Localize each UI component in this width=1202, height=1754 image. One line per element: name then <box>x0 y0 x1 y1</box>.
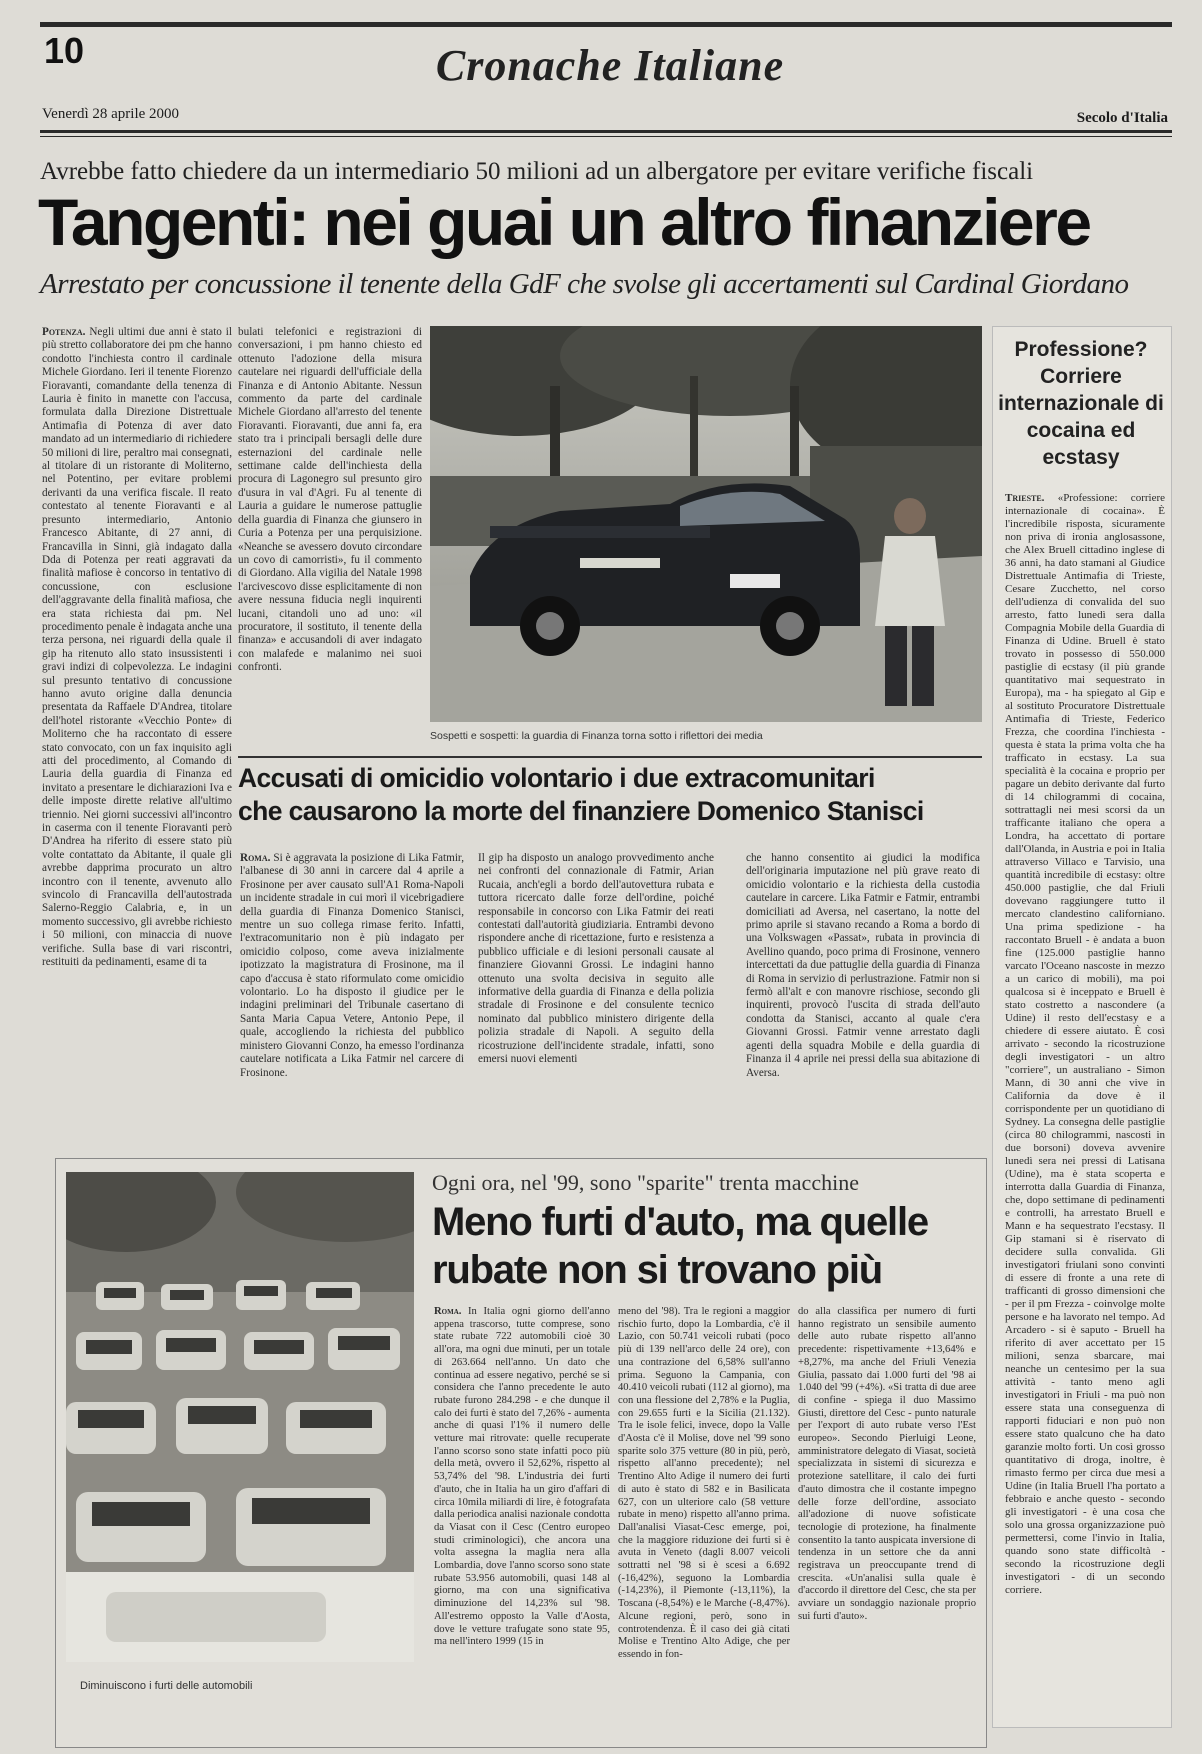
issue-date: Venerdì 28 aprile 2000 <box>42 106 180 122</box>
lead-column-1 <box>42 326 232 1042</box>
article2-headline <box>238 762 988 828</box>
article3-dateline: Roma. <box>434 1306 462 1317</box>
article2-column-3 <box>746 852 980 1142</box>
sidebar-text: «Professione: corriere internazionale di cocaina». È l'incredibile risposta, sicuramente non priva di ironia anglosassone, che Alex Bruell cittadino inglese di 36 anni, ha dato stamani al Giudice Distrettuale Antimafia di Trieste, Cesare Zucchetto, nel corso dell'udienza di convalida del suo arresto, fatto lunedì sera dalla Compagnia Mobile della Guardia di Finanza di Udine. Bruell è stato trovato in possesso di 550.000 pastiglie di ecstasy (il più grande quantitativo mai sequestrato in Europa), ma - ha spiegato al Gip e al sostituto Procuratore Distrettuale Antimafia di Trieste, Federico Frezza, che coordina l'inchiesta - questa è stata la prima volta che ha trafficato in ecstasy. La sua specialità è la cocaina e proprio per pagare un debito derivante dal furto di 14 chilogrammi di cocaina, sottrattagli nei mesi scorsi da un trafficante italiano che opera a Londra, ha accettato di portare dall'Olanda, in Austria e poi in Italia attraverso Villaco e Tarvisio, una quantità incredibile di ecstasy: oltre 450.000 pastiglie, che dal Friuli dovevano raggiungere tutto il mercato clandestino californiano. Una prima spedizione - ha raccontato Bruell - è andata a buon fine (125.000 pastiglie hanno varcato l'Oceano nascoste in mezzo a un carico di mobili), ma poi qualcosa si è inceppato e Bruell è stato costretto a nascondere (a Udine) il resto dell'ecstasy e a chiedere di essere aiutato. È così arrivato - secondo la ricostruzione degli investigatori - un altro "corriere", un australiano - Simon Mann, di 30 anni che vive in California da dove è il corrispondente per un quotidiano di Sydney. La consegna delle pastiglie (circa 80 chilogrammi, nascosti in due borsoni) doveva avvenire lunedì sera nei pressi di Latisana (Udine), ma è stata scoperta e interrotta dalla Guardia di Finanza, che, dopo settimane di pedinamenti e controlli, ha arrestato Bruell e Mann e ha sequestrato l'ecstasy. Il Gip stamani si è riservato di decidere sulla convalida. Gli investigatori friulani sono convinti di essere di fronte a una rete di trafficanti di grosso dimensioni che - per il pm Frezza - coinvolge molte persone e ha lavorato nel tempo. Ad Arcadero - si è saputo - Bruell ha riferito di aver accettato per 15 milioni, senza sbarcare, mai neanche un centesimo per la sua attività - tanto meno agli investigatori in Friuli - ma può non essere stata una conseguenza di rapporti fiduciari e non può non essere stato qualcuno che ha dato garanzie molto forti. Un così grosso quantitativo di droga, inoltre, è rimasto fermo per circa due mesi a Udine (in Italia Bruell l'ha portato a febbraio e anche questo - secondo gli investigatori - è una cosa che solo una grossa organizzazione può permettersi, come l'invio in Italia, quando sono state difficoltà - secondo la ricostruzione degli investigatori - di un secondo corriere. <box>1005 492 1165 1596</box>
lead-col2-text: bulati telefonici e registrazioni di conversazioni, i pm hanno chiesto ed ottenuto l'adozione della misura cautelare nei riguardi dell'ufficiale della Finanza e di Antonio Abitante. Nessun commento da parte del cardinale Michele Giordano all'arresto del tenente Fioravanti. Fioravanti, due anni fa, era stato tra i principali bersagli delle dure esternazioni del cardinale nelle settimane calde dell'inchiesta della procura di Lagonegro sul presunto giro d'usura in val d'Agri. Fu al tenente di Lauria a guidare le numerose pattuglie della guardia di Finanza che giunsero in Curia a Potenza per una perquisizione. «Neanche se avessero dovuto circondare un covo di camorristi», fu il commento di Giordano. Alla vigilia del Natale 1998 l'arcivescovo disse esplicitamente di non avere nessuna fiducia negli inquirenti lucani, citandoli uno ad uno: «il procuratore, il sostituto, il tenente della finanza» e accusandoli di aver indagato con malafede e malanimo nei suoi confronti. <box>238 326 422 674</box>
sidebar-body <box>1005 492 1165 1717</box>
article3-col2-text: meno del '98). Tra le regioni a maggior rischio furto, dopo la Lombardia, c'è il Lazio, con 50.741 veicoli rubati (poco più di 139 nell'arco delle 24 ore), con una contrazione del 6,58% sull'anno prima. Seguono la Campania, con 40.410 veicoli rubati (112 al giorno), ma con una flessione del 2,78% e la Puglia, con 29.655 furti e la Sicilia (21.132). Tra le isole felici, invece, dopo la Valle d'Aosta c'è il Molise, dove nel '99 sono sparite solo 375 vetture (80 in più, però, rispetto all'anno precedente); nel Trentino Alto Adige il numero dei furti di auto è stato di 582 e in Basilicata 627, con un ulteriore calo (58 vetture rubate in meno) rispetto all'anno prima. Dall'analisi Viasat-Cesc emerge, poi, che la maggiore riduzione dei furti si è avuta in Veneto (dagli 8.007 veicoli sottratti nel '98 si è scesi a 6.692 (-16,42%), seguono la Lombardia (-14,23%), il Piemonte (-13,11%), la Toscana (-8,54%) e le Marche (-8,47%). Alcune regioni, però, sono in controtendenza. È il caso dei già citati Molise e Trentino Alto Adige, che per essendo in fon- <box>618 1306 790 1660</box>
lead-headline: Tangenti: nei guai un altro finanziere <box>38 185 1090 259</box>
article2-rule <box>238 756 982 758</box>
sidebar-title: Professione? Corriere internazionale di cocaina ed ecstasy <box>998 338 1164 469</box>
article2-dateline: Roma. <box>240 852 271 864</box>
article3-photo <box>66 1172 414 1662</box>
article3-kicker: Ogni ora, nel '99, sono "sparite" trenta macchine <box>432 1170 859 1195</box>
article2-headline-line1: Accusati di omicidio volontario i due extracomunitari <box>238 763 875 793</box>
article3-photo-caption: Diminuiscono i furti delle automobili <box>80 1680 253 1692</box>
traffic-jam-image <box>66 1172 414 1662</box>
header-rule <box>40 130 1172 133</box>
lead-dateline: Potenza. <box>42 326 86 338</box>
lead-photo-caption: Sospetti e sospetti: la guardia di Finanza torna sotto i riflettori dei media <box>430 730 763 742</box>
article2-column-2 <box>478 852 714 1142</box>
article2-col2-text: Il gip ha disposto un analogo provvedimento anche nei confronti del connazionale di Fatmir, Arian Rucaia, anch'egli a bordo dell'autovettura rubata e tuttora ricercato dalle forze dell'ordine, poiché responsabile in concorso con Lika Fatmir dei reati contestati dall'autorità giudiziaria. Entrambi devono rispondere anche di ricettazione, furto e resistenza a pubblico ufficiale e di lesioni personali causate al finanziere Giovanni Grossi. Le indagini hanno ottenuto una svolta decisiva in seguito alle informative della guardia di Finanza e della polizia stradale di Frosinone e del consulente tecnico nominato dal pubblico ministero dirigente della polizia stradale di Napoli. A seguito della ricostruzione dell'incidente stradale, infatti, sono emersi nuovi elementi <box>478 852 714 1066</box>
page-number: 10 <box>44 30 85 71</box>
section-title: Cronache Italiane <box>435 41 785 90</box>
article3-column-1 <box>434 1306 610 1726</box>
lead-photo <box>430 326 982 722</box>
lead-subhead: Arrestato per concussione il tenente della GdF che svolse gli accertamenti sul Cardinal Giordano <box>40 268 1129 300</box>
article2-col3-text: che hanno consentito ai giudici la modifica dell'originaria imputazione nel più grave reato di omicidio volontario e la richiesta della custodia cautelare in carcere. Lika Fatmir e Fatmir, entrambi domiciliati ad Aversa, nel casertano, la notte del primo aprile si stavano recando a Roma a bordo di una Volkswagen «Passat», rubata in provincia di Avellino quando, poco prima di Frosinone, vennero intercettati da due pattuglie della guardia di Finanza di Roma in servizio di perlustrazione. Fatmir non si fermò all'alt e con manovre rischiose, secondo gli inquirenti, provocò l'uscita di strada dell'auto condotta da Stanisci, accanto al quale c'era Giovanni Grossi. Fatmir venne arrestato dagli agenti della squadra Mobile e della guardia di Finanza il 4 aprile nei pressi della sua abitazione di Aversa. <box>746 852 980 1079</box>
article2-headline-line2: che causarono la morte del finanziere Domenico Stanisci <box>238 796 924 826</box>
sidebar-dateline: Trieste. <box>1005 492 1045 504</box>
article2-col1-text: Si è aggravata la posizione di Lika Fatmir, l'albanese di 30 anni in carcere dal 4 aprile a Frosinone per aver causato sull'A1 Roma-Napoli un incidente stradale in cui morì il vicebrigadiere della guardia di Finanza Domenico Stanisci, mentre un suo collega rimase ferito. Infatti, l'extracomunitario non è più indagato per omicidio colposo, come aveva inizialmente ipotizzato la magistratura di Frosinone, ma il capo d'accusa è stato riformulato come omicidio volontario. Lo ha disposto il giudice per le indagini preliminari del Tribunale casertano di Santa Maria Capua Vetere, Antonio Pepe, il quale, accogliendo la richiesta del pubblico ministero Giovanni Conzo, ha emesso l'ordinanza cautelare notificata a Lika Fatmir nel carcere di Frosinone. <box>240 852 464 1079</box>
lead-kicker: Avrebbe fatto chiedere da un intermediario 50 milioni ad un albergatore per evitare verifiche fiscali <box>40 158 1034 185</box>
lead-col1-text: Negli ultimi due anni è stato il più stretto collaboratore dei pm che hanno condotto l'inchiesta contro il cardinale Michele Giordano. Ieri il tenente Fiorenzo Fioravanti, comandante della tenenza di Lauria è finito in manette con l'accusa, formulata dalla Direzione Distrettuale Antimafia di Potenza di aver dato mandato ad un intermediario di richiedere 50 milioni di lire, peraltro mai consegnati, al titolare di un ristorante di Moliterno, nel Potentino, per evitare problemi derivanti da una verifica fiscale. Il reato contestato al tenente Fioravanti e al presunto intermediario, Antonio Francesco Abitante, di 27 anni, di Francavilla in Sinni, già indagato dalla Dda di Potenza per reati aggravati da finalità mafiose è concorso in tentativo di concussione, con esclusione dell'aggravante della finalità mafiosa, che era stata richiesta dai pm. Nel procedimento penale è indagata anche una terza persona, nei riguardi della quale il gip ha ritenuto allo stato insussistenti i gravi indizi di colpevolezza. Le indagini sul presunto tentativo di concussione hanno avuto origine dalla denuncia presentata da Raffaele D'Andrea, titolare dell'hotel ristorante «Vecchio Ponte» di Moliterno che ha raccontato di essere stato convocato, con un fax inquisito agli atti del procedimento, al Comando di Lauria della guardia di Finanza ed invitato a presentare le dichiarazioni Iva e delle imposte dirette relative all'ultimo triennio. Nei giorni successivi all'incontro in caserma con il tenente Fioravanti però D'Andrea ha riferito di essere stato più volte contattato da Abitante, il quale gli avrebbe dapprima procurato un altro incontro con il tenente, avvenuto allo svincolo di Francavilla dell'autostrada Salerno-Reggio Calabria, e, in un momento successivo, gli avrebbe richiesto i 50 milioni, con minaccia di nuove verifiche. Sulla base di vari riscontri, restituiti da pedinamenti, esame di ta <box>42 326 232 969</box>
article3-headline: Meno furti d'auto, ma quelle rubate non si trovano più <box>432 1200 928 1292</box>
article3-col3-text: do alla classifica per numero di furti hanno registrato un sensibile aumento delle auto rubate rispetto all'anno precedente: rispettivamente +13,64% e +8,27%, ma anche del Friuli Venezia Giulia, passato dai 1.000 furti del '98 ai 1.040 del '99 (+4%). «Si tratta di due aree di confine - spiega il duo Massimo Giusti, direttore del Cesc - punto naturale per l'export di auto rubate verso l'Est europeo». Secondo Pierluigi Leone, amministratore delegato di Viasat, società specializzata in sistemi di sicurezza e protezione satellitare, il calo dei furti d'auto dimostra che il costante impegno delle forze dell'ordine, associato all'adozione di nuove sofisticate tecnologie di protezione, ha finalmente consentito la tanto auspicata inversione di tendenza in un settore che da anni registrava un preoccupante trend di crescita. «Un'analisi sulla quale è d'accordo il direttore del Cesc, che sta per avviare un sondaggio nazionale proprio sui furti d'auto». <box>798 1306 976 1622</box>
newspaper-name: Secolo d'Italia <box>1076 110 1168 126</box>
article3-col1-text: In Italia ogni giorno dell'anno appena trascorso, tutte comprese, sono state rubate 722 automobili cioè 30 all'ora, ma ogni due minuti, per un totale di 263.664 nell'anno. Un dato che continua ad essere negativo, perché se si considera che l'anno precedente le auto rubate furono 284.298 - e che dunque il calo dei furti è stato del 7,26% - aumenta anche di quasi l'1% il numero delle vetture mai ritrovate: quelle recuperate l'anno scorso sono state infatti poco più della metà, ovvero il 52,62%, rispetto al 53,74% del '98. L'industria dei furti d'auto, che in Italia ha un giro d'affari di circa 10mila miliardi di lire, è fotografata dalla periodica analisi nazionale condotta da Viasat con il Cesc (Centro europeo studi criminologici), che ancora una volta assegna la maglia nera alla Lombardia, dove l'anno scorso sono state rubate 53.956 automobili, quasi 148 al giorno, ma con una significativa diminuzione del 14,23% sul '98. All'estremo opposto la Valle d'Aosta, dove le vetture trafugate sono state 95, ma nell'intero 1999 (15 in <box>434 1306 610 1648</box>
header-top-rule <box>40 22 1172 27</box>
article3-column-3 <box>798 1306 976 1726</box>
article2-column-1 <box>240 852 464 1142</box>
article3-column-2 <box>618 1306 790 1726</box>
header-rule-thin <box>40 136 1172 137</box>
finance-police-car-image <box>430 326 982 722</box>
lead-column-2 <box>238 326 422 752</box>
